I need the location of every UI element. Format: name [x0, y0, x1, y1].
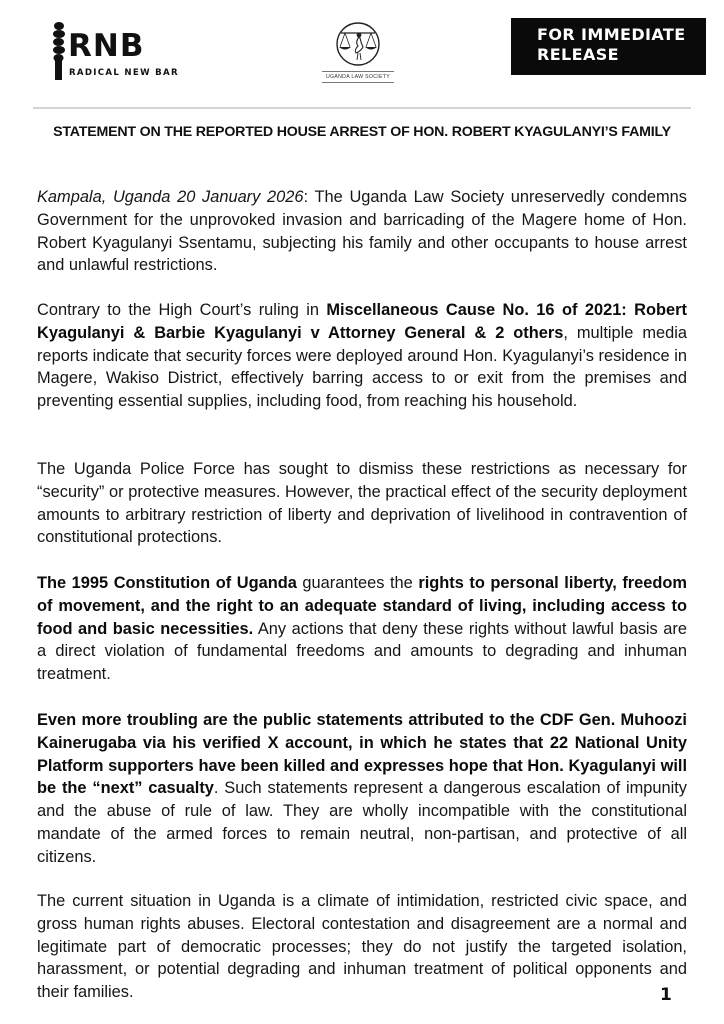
rnb-subtitle: RADICAL NEW BAR	[69, 68, 179, 78]
uganda-law-society-logo	[322, 20, 394, 90]
paragraph-1-text: : The Uganda Law Society unreservedly condemns Government for the unprovoked invasion and barricading of the Magere home of Hon. Robert Kyagulanyi Ssentamu, subjecting his family and other occupants to house arrest and unlawful restrictions.	[37, 188, 687, 275]
paragraph-4	[37, 572, 687, 686]
paragraph-4-tail: Any actions that deny these rights without lawful basis are a direct violation of fundamental freedoms and amounts to degrading and inhuman treatment.	[37, 619, 687, 684]
for-immediate-release-badge	[511, 18, 706, 75]
document-title: STATEMENT ON THE REPORTED HOUSE ARREST OF HON. ROBERT KYAGULANYI’S FAMILY	[53, 124, 671, 140]
paragraph-3	[37, 458, 687, 549]
rnb-monogram: RNB	[68, 28, 145, 64]
release-line-1: FOR IMMEDIATE	[537, 25, 686, 44]
rights-list: rights to personal liberty, freedom of movement, and the right to an adequate standard of living, including access to food and basic necessities.	[37, 574, 688, 638]
release-line-2: RELEASE	[537, 45, 620, 64]
letterhead	[0, 0, 724, 108]
header-divider	[33, 107, 691, 109]
paragraph-6	[37, 890, 687, 1004]
scales-crane-emblem-icon	[322, 20, 394, 70]
paragraph-6-text: The current situation in Uganda is a climate of intimidation, restricted civic space, and gross human rights abuses. Electoral contestation and disagreement are a normal and legitimate part of democratic processes; they do not justify the targeted isolation, harassment, or potential degrading and inhuman treatment of political opponents and their families.	[37, 892, 687, 1002]
uls-caption: UGANDA LAW SOCIETY	[322, 71, 394, 83]
paragraph-5-bold: Even more troubling are the public statements attributed to the CDF Gen. Muhoozi Kainerugaba via his verified X account, in which he states that 22 National Unity Platform supporters have been killed and expresses hope that Hon. Kyagulanyi will be the “next” casualty	[37, 711, 687, 798]
dateline: Kampala, Uganda 20 January 2026	[37, 188, 304, 206]
constitution-reference: The 1995 Constitution of Uganda	[37, 574, 297, 592]
radical-new-bar-logo	[52, 22, 182, 82]
page-number: 1	[660, 985, 672, 1005]
paragraph-4-mid: guarantees the	[296, 574, 419, 592]
mace-icon	[52, 22, 66, 80]
case-citation: Miscellaneous Cause No. 16 of 2021: Robert Kyagulanyi & Barbie Kyagulanyi v Attorney General & 2 others	[37, 301, 687, 342]
paragraph-2	[37, 299, 687, 413]
paragraph-5	[37, 709, 687, 869]
paragraph-2-lead: Contrary to the High Court’s ruling in	[37, 301, 327, 319]
paragraph-3-text: The Uganda Police Force has sought to dismiss these restrictions as necessary for “security” or protective measures. However, the practical effect of the security deployment amounts to arbitrary restriction of liberty and deprivation of livelihood in contravention of constitutional protections.	[37, 460, 687, 547]
paragraph-1	[37, 186, 687, 277]
paragraph-5-tail: . Such statements represent a dangerous escalation of impunity and the abuse of rule of law. They are wholly incompatible with the constitutional mandate of the armed forces to remain neutral, non-partisan, and protective of all citizens.	[37, 779, 688, 866]
paragraph-2-tail: , multiple media reports indicate that security forces were deployed around Hon. Kyagulanyi’s residence in Magere, Wakiso District, effectively barring access to or exit from the premises and preventing essential supplies, including food, from reaching his household.	[37, 323, 687, 411]
